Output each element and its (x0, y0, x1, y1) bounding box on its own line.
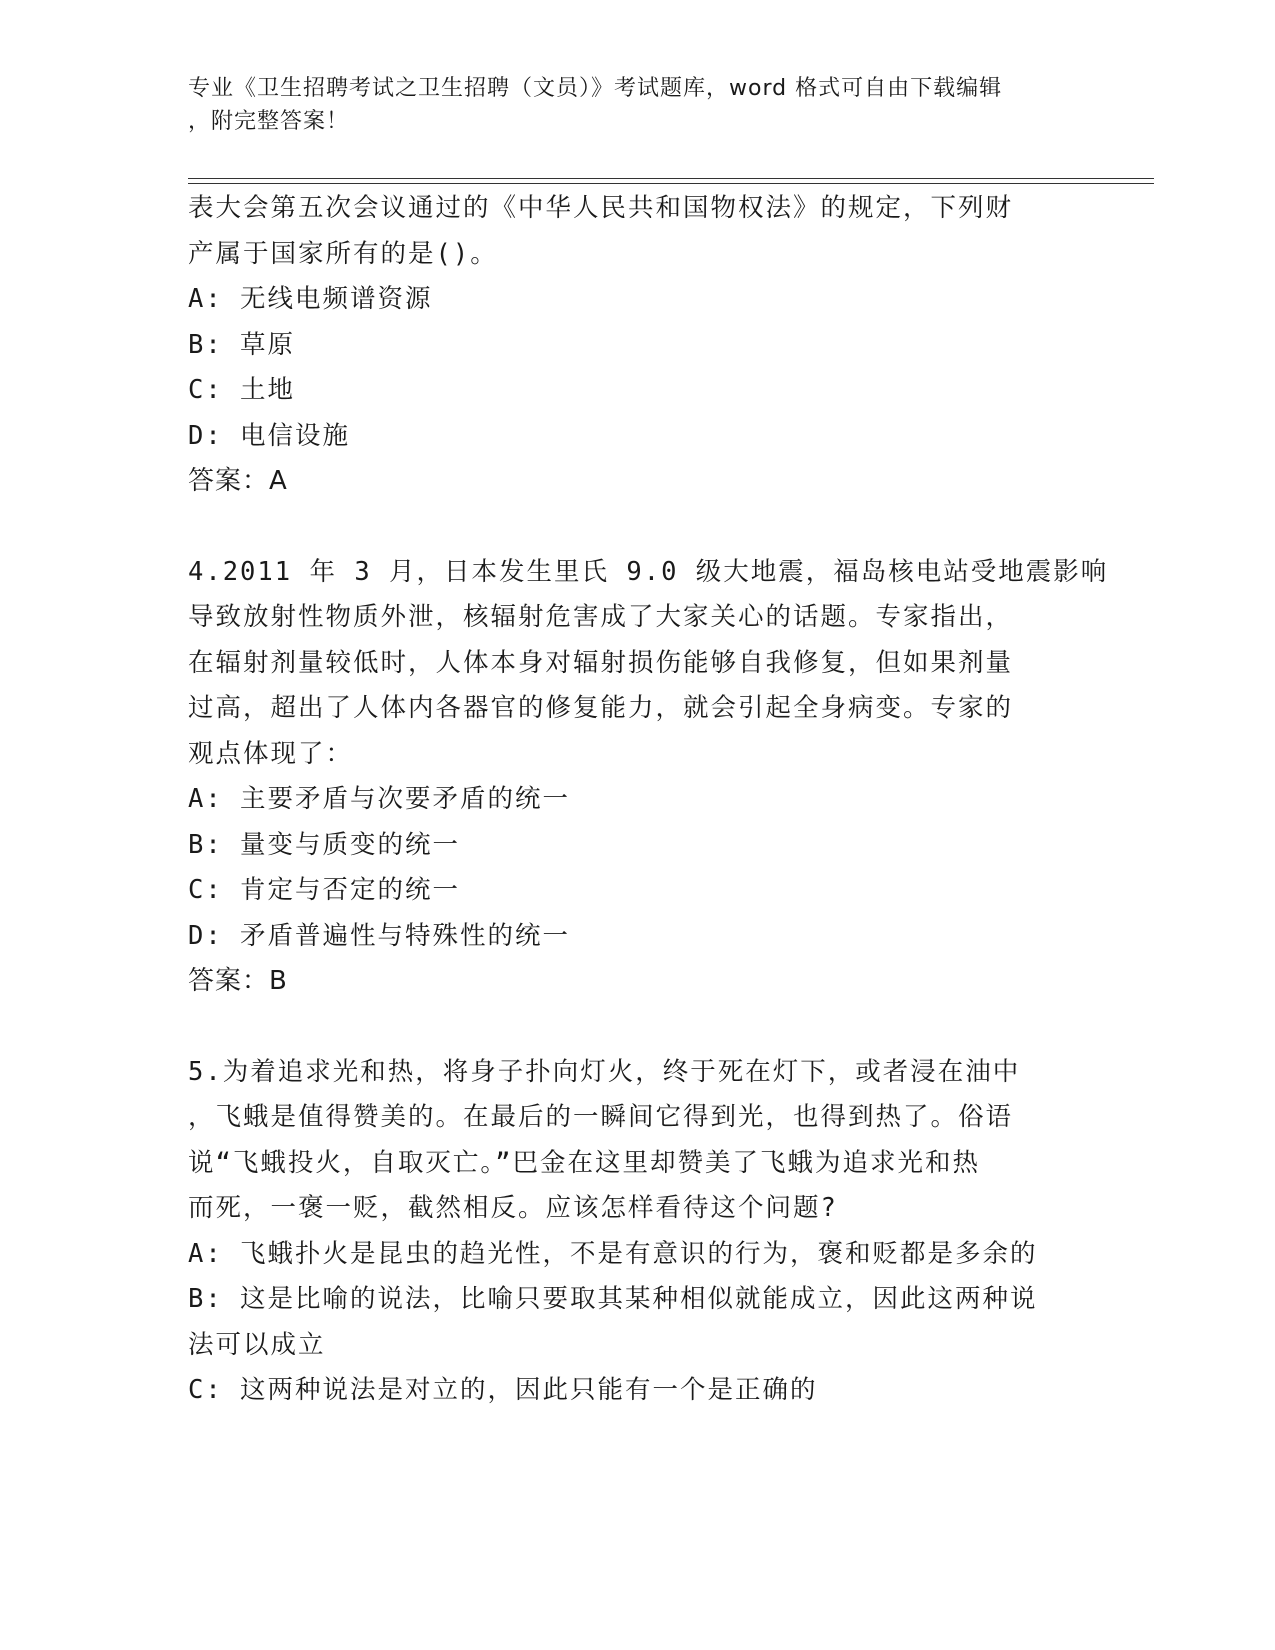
option-c: C: 肯定与否定的统一 (188, 875, 461, 905)
question-text-line: ，飞蛾是值得赞美的。在最后的一瞬间它得到光，也得到热了。俗语 (188, 1102, 1014, 1132)
question-5 (188, 1050, 1088, 1414)
option-b: B: 这是比喻的说法，比喻只要取其某种相似就能成立，因此这两种说 (188, 1284, 1038, 1314)
question-3 (188, 186, 1088, 505)
option-b: B: 量变与质变的统一 (188, 829, 461, 860)
question-text-line: 4.2011 年 3 月，日本发生里氏 9.0 级大地震，福岛核电站受地震影响 (188, 556, 1109, 587)
question-4 (188, 550, 1109, 1005)
question-content (188, 186, 1109, 1414)
question-text-line: 观点体现了： (188, 738, 354, 769)
question-text-line: 说“飞蛾投火，自取灭亡。”巴金在这里却赞美了飞蛾为追求光和热 (188, 1147, 980, 1178)
question-text-line: 表大会第五次会议通过的《中华人民共和国物权法》的规定，下列财 (188, 193, 1014, 223)
option-a: A: 主要矛盾与次要矛盾的统一 (188, 784, 571, 814)
spacer (188, 1005, 1088, 1050)
header-line-1: 专业《卫生招聘考试之卫生招聘（文员）》考试题库，word 格式可自由下载编辑 (188, 76, 1003, 101)
option-d: D: 电信设施 (188, 420, 351, 451)
question-text-line: 过高，超出了人体内各器官的修复能力，就会引起全身病变。专家的 (188, 693, 1014, 723)
header-rule-bottom (188, 183, 1154, 184)
question-text-line: 产属于国家所有的是()。 (188, 238, 498, 269)
question-text-line: 5.为着追求光和热，将身子扑向灯火，终于死在灯下，或者浸在油中 (188, 1056, 1021, 1087)
question-text-line: 而死，一褒一贬，截然相反。应该怎样看待这个问题? (188, 1193, 838, 1223)
option-b-continued: 法可以成立 (188, 1329, 326, 1360)
option-c: C: 这两种说法是对立的，因此只能有一个是正确的 (188, 1375, 818, 1405)
document-header (188, 72, 1068, 138)
header-line-2: ，附完整答案！ (188, 109, 350, 134)
option-a: A: 飞蛾扑火是昆虫的趋光性，不是有意识的行为，褒和贬都是多余的 (188, 1238, 1038, 1269)
spacer (188, 505, 1088, 550)
answer-label: 答案：B (188, 966, 288, 996)
question-text-line: 导致放射性物质外泄，核辐射危害成了大家关心的话题。专家指出， (188, 602, 1014, 632)
option-b: B: 草原 (188, 329, 296, 360)
option-a: A: 无线电频谱资源 (188, 284, 433, 314)
question-text-line: 在辐射剂量较低时，人体本身对辐射损伤能够自我修复，但如果剂量 (188, 647, 1014, 678)
option-d: D: 矛盾普遍性与特殊性的统一 (188, 920, 571, 951)
answer-label: 答案：A (188, 466, 288, 496)
header-rule-top (188, 178, 1154, 179)
option-c: C: 土地 (188, 375, 296, 405)
